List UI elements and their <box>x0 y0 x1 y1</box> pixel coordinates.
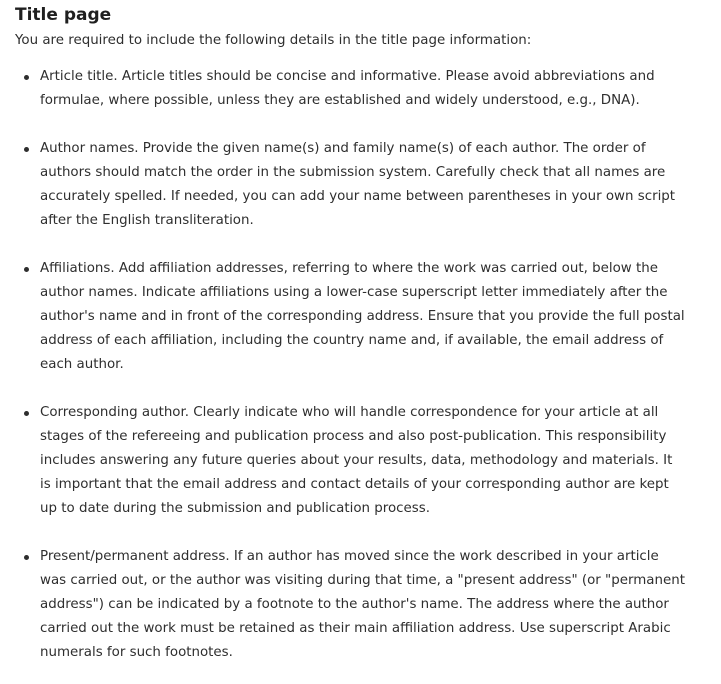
text-line: address") can be indicated by a footnote to the author's name. The address where the author <box>40 597 669 612</box>
text-line: after the English transliteration. <box>40 213 254 228</box>
list-item-article-title <box>15 65 721 113</box>
item-text <box>40 257 721 377</box>
item-text <box>40 545 721 665</box>
bullet-icon <box>24 147 29 152</box>
text-line: each author. <box>40 357 124 372</box>
list-item-corresponding-author <box>15 401 721 521</box>
text-line: up to date during the submission and publication process. <box>40 501 430 516</box>
text-line: authors should match the order in the submission system. Carefully check that all names are <box>40 165 666 180</box>
text-line: numerals for such footnotes. <box>40 645 233 660</box>
text-line: was carried out, or the author was visiting during that time, a "present address" (or "permanent <box>40 573 685 588</box>
text-line: author names. Indicate affiliations using a lower-case superscript letter immediately after the <box>40 285 668 300</box>
text-line: carried out the work must be retained as their main affiliation address. Use superscript Arabic <box>40 621 671 636</box>
bullet-icon <box>24 411 29 416</box>
list-item-author-names <box>15 137 721 233</box>
text-line: Present/permanent address. If an author has moved since the work described in your article <box>40 549 659 564</box>
bullet-icon <box>24 75 29 80</box>
requirements-list <box>15 65 721 665</box>
text-line: includes answering any future queries about your results, data, methodology and materials. It <box>40 453 673 468</box>
item-text <box>40 137 721 233</box>
item-text <box>40 65 721 113</box>
text-line: Affiliations. Add affiliation addresses, referring to where the work was carried out, below the <box>40 261 658 276</box>
list-item-present-permanent-address <box>15 545 721 665</box>
section-intro: You are required to include the following details in the title page information: <box>15 33 532 48</box>
text-line: accurately spelled. If needed, you can add your name between parentheses in your own script <box>40 189 676 204</box>
text-line: author's name and in front of the corresponding address. Ensure that you provide the full postal <box>40 309 685 324</box>
text-line: stages of the refereeing and publication process and also post-publication. This responsibility <box>40 429 667 444</box>
text-line: Author names. Provide the given name(s) and family name(s) of each author. The order of <box>40 141 646 156</box>
bullet-icon <box>24 555 29 560</box>
text-line: address of each affiliation, including the country name and, if available, the email address of <box>40 333 664 348</box>
item-text <box>40 401 721 521</box>
section-title: Title page <box>15 5 112 25</box>
list-item-affiliations <box>15 257 721 377</box>
text-line: formulae, where possible, unless they are established and widely understood, e.g., DNA). <box>40 93 640 108</box>
text-line: Corresponding author. Clearly indicate who will handle correspondence for your article at all <box>40 405 659 420</box>
bullet-icon <box>24 267 29 272</box>
text-line: Article title. Article titles should be concise and informative. Please avoid abbreviations and <box>40 69 655 84</box>
text-line: is important that the email address and contact details of your corresponding author are kept <box>40 477 669 492</box>
